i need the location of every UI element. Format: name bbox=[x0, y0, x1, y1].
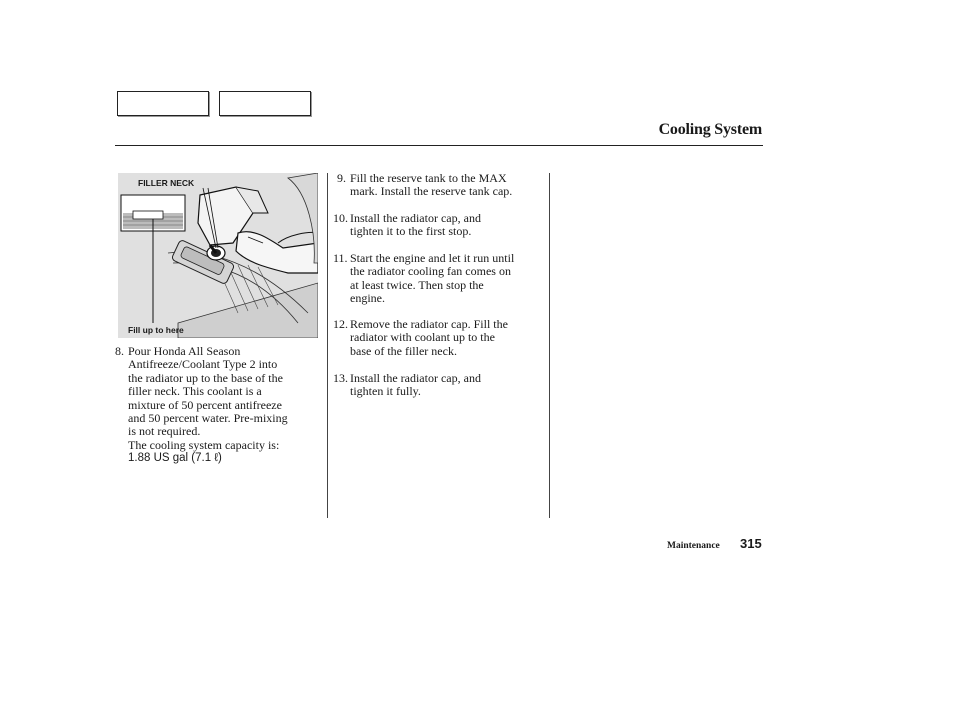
column-divider bbox=[327, 173, 328, 518]
step-number: 9. bbox=[337, 171, 346, 185]
page-title: Cooling System bbox=[658, 121, 762, 138]
step-text: Pour Honda All Season Antifreeze/Coolant Type 2 into the radiator up to the base of the filler neck. This coolant is a mixture of 50 percent antifreeze and 50 percent water. Pre-mixing is not required. The cooling system capacity is: bbox=[128, 344, 288, 452]
step-11 bbox=[333, 252, 547, 306]
page-number: 315 bbox=[740, 536, 762, 551]
step-9 bbox=[337, 172, 547, 199]
step-text: Install the radiator cap, and tighten it to the first stop. bbox=[350, 211, 481, 239]
header-divider bbox=[115, 145, 763, 146]
fill-level-label: Fill up to here bbox=[128, 325, 184, 335]
radiator-fill-diagram bbox=[118, 173, 318, 338]
column-divider bbox=[549, 173, 550, 518]
step-10 bbox=[333, 212, 547, 239]
coolant-capacity: 1.88 US gal (7.1 ℓ) bbox=[128, 452, 222, 465]
step-number: 12. bbox=[333, 317, 348, 331]
step-text: Remove the radiator cap. Fill the radiator with coolant up to the base of the filler neck. bbox=[350, 317, 508, 358]
main-menu-button[interactable] bbox=[117, 91, 209, 116]
step-text: Fill the reserve tank to the MAX mark. Install the reserve tank cap. bbox=[350, 171, 513, 199]
step-12 bbox=[333, 318, 547, 358]
filler-neck-label: FILLER NECK bbox=[138, 178, 195, 188]
step-number: 11. bbox=[333, 251, 348, 265]
footer-section-name: Maintenance bbox=[667, 541, 720, 551]
step-number: 8. bbox=[115, 344, 124, 358]
step-8 bbox=[115, 345, 325, 466]
step-text: Start the engine and let it run until the radiator cooling fan comes on at least twice. Then stop the engine. bbox=[350, 251, 515, 306]
step-text: Install the radiator cap, and tighten it fully. bbox=[350, 371, 481, 399]
table-of-contents-button[interactable] bbox=[219, 91, 311, 116]
step-number: 10. bbox=[333, 211, 348, 225]
step-number: 13. bbox=[333, 371, 348, 385]
step-13 bbox=[333, 372, 547, 399]
filler-neck-illustration bbox=[118, 173, 318, 338]
